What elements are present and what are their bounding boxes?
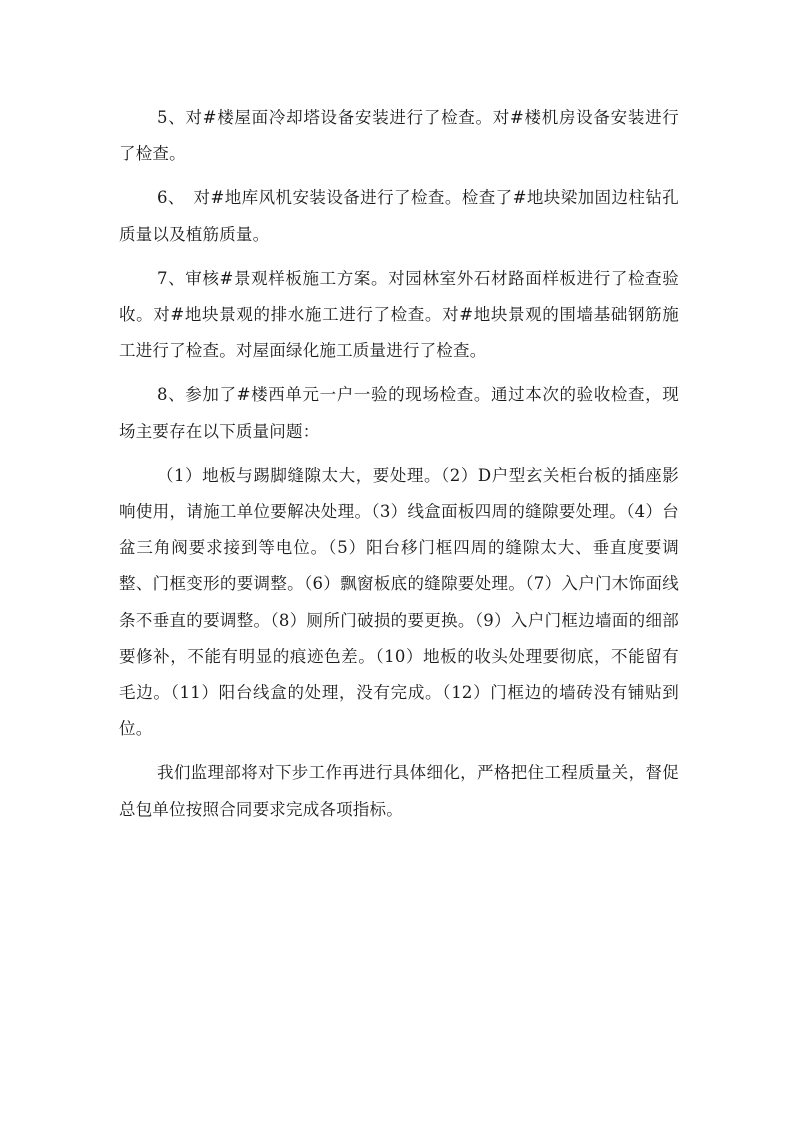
paragraph-item-8: 8、参加了#楼西单元一户一验的现场检查。通过本次的验收检查，现场主要存在以下质量问题： [119, 385, 679, 441]
paragraph-conclusion: 我们监理部将对下步工作再进行具体细化，严格把住工程质量关，督促总包单位按照合同要求完成各项指标。 [119, 763, 679, 819]
paragraph-item-7: 7、审核#景观样板施工方案。对园林室外石材路面样板进行了检查验收。对#地块景观的排水施工进行了检查。对#地块景观的围墙基础钢筋施工进行了检查。对屋面绿化施工质量进行了检查。 [119, 268, 679, 361]
document-body [119, 100, 679, 828]
paragraph-quality-issues: （1）地板与踢脚缝隙太大，要处理。（2）D户型玄关柜台板的插座影响使用，请施工单位要解决处理。（3）线盒面板四周的缝隙要处理。（4）台盆三角阀要求接到等电位。（5）阳台移门框四周的缝隙太大、垂直度要调整、门框变形的要调整。（6）飘窗板底的缝隙要处理。（7）入户门木饰面线条不垂直的要调整。（8）厕所门破损的要更换。（9）入户门框边墙面的细部要修补，不能有明显的痕迹色差。（10）地板的收头处理要彻底，不能留有毛边。（11）阳台线盒的处理，没有完成。（12）门框边的墙砖没有铺贴到位。 [119, 465, 679, 739]
paragraph-item-6: 6、 对#地库风机安装设备进行了检查。检查了#地块梁加固边柱钻孔质量以及植筋质量。 [119, 188, 679, 244]
paragraph-item-5: 5、对#楼屋面冷却塔设备安装进行了检查。对#楼机房设备安装进行了检查。 [119, 108, 679, 164]
